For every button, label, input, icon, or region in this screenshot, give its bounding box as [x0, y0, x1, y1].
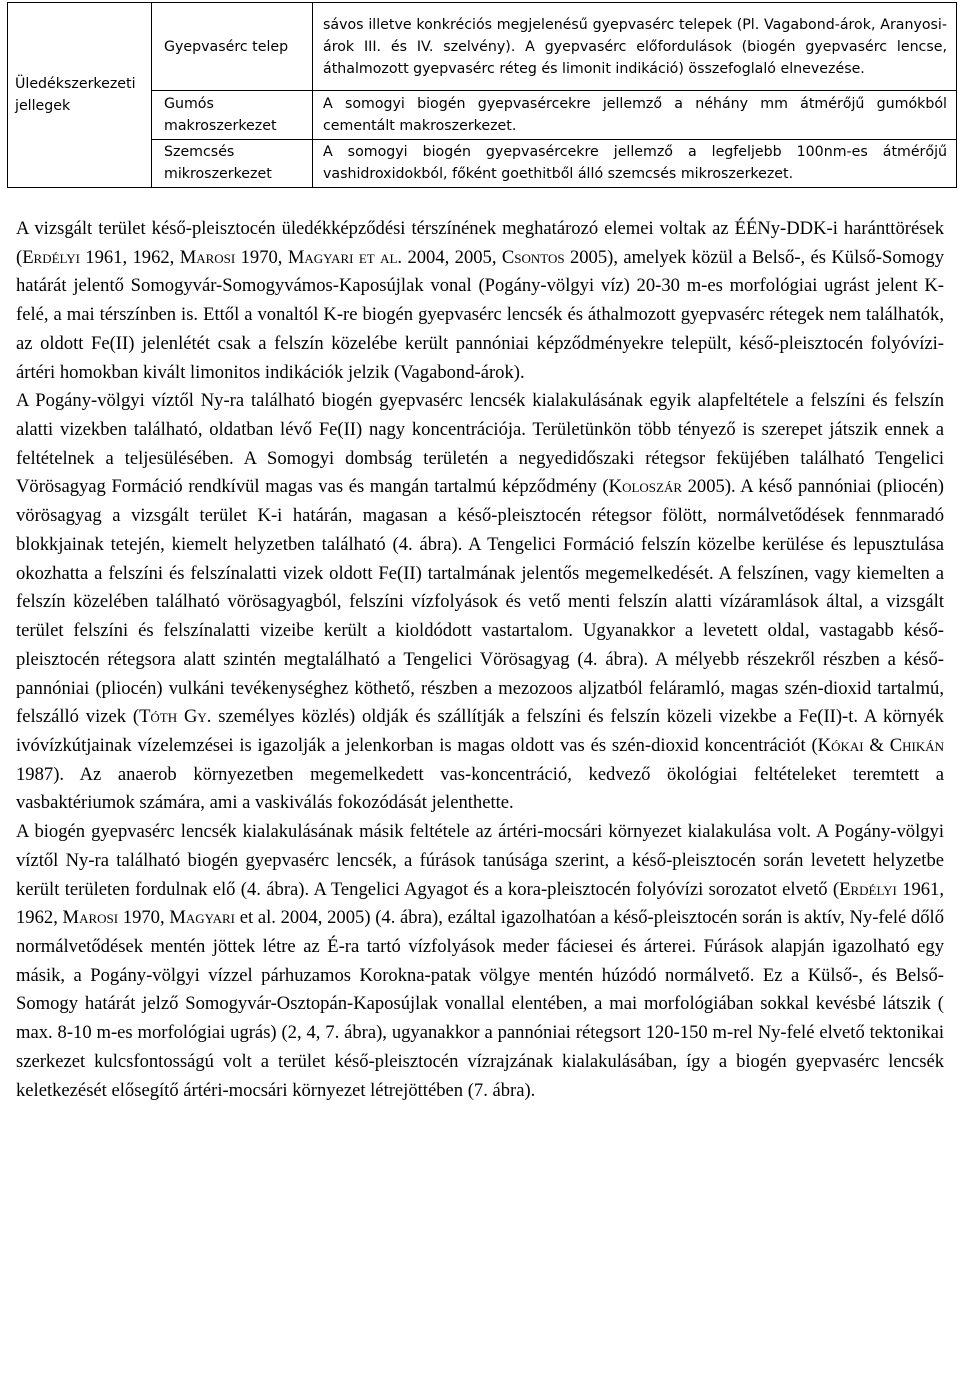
table-row-label: Szemcsés mikroszerkezet [152, 139, 313, 187]
table-row-description: A somogyi biogén gyepvasércekre jellemző a néhány mm átmérőjű gumókból cementált makroszerkezet. [313, 91, 957, 139]
text-run: 1970, [118, 907, 170, 929]
paragraph-2 [16, 387, 944, 818]
citation-author: Chikán [889, 734, 944, 756]
properties-table [7, 2, 957, 188]
table-row-label: Gumós makroszerkezet [152, 91, 313, 139]
paragraph-3 [16, 818, 944, 1105]
text-run: 2004, 2005, [402, 246, 502, 268]
text-run: személyes közlés) oldják és szállítják a felszíni és felszín közeli vizekbe a Fe(II)-t. A környék ivóvízkútjainak vízelemzései is igazolják a jelenkorban is magas oldott vas és szén-dioxid koncentrációt ( [16, 706, 944, 756]
table-row-label: Gyepvasérc telep [152, 3, 313, 91]
citation-author: Magyari [169, 907, 235, 929]
citation-etal: et al. [358, 246, 403, 268]
citation-author: Magyari [287, 246, 354, 268]
citation-author: Kókai [817, 734, 864, 756]
text-run: A vizsgált terület késő-pleisztocén üledékképződési térszínének meghatározó elemei voltak az ÉÉNy-DDK-i haránttörések ( [16, 218, 944, 268]
citation-author: Erdélyi [839, 878, 897, 900]
citation-author: Csontos [501, 246, 565, 268]
paragraph-1 [16, 215, 944, 387]
table-row-description: A somogyi biogén gyepvasércekre jellemző a legfeljebb 100nm-es átmérőjű vashidroxidokból, főként goethitből álló szemcsés mikroszerkezet. [313, 139, 957, 187]
citation-author: Koloszár [608, 476, 683, 498]
text-run: A biogén gyepvasérc lencsék kialakulásának másik feltétele az ártéri-mocsári környezet kialakulása volt. A Pogány-völgyi víztől Ny-ra található biogén gyepvasérc lencsék, a fúrások tanúsága szerint, a késő-pleisztocén során levetett helyzetbe került területen fordulnak elő (4. ábra). A Tengelici Agyagot és a kora-pleisztocén folyóvízi sorozatot elvető ( [16, 821, 944, 900]
text-run: 1961, 1962, [79, 246, 180, 268]
citation-author: Erdélyi [22, 246, 80, 268]
text-run: A Pogány-völgyi víztől Ny-ra található biogén gyepvasérc lencsék kialakulásának egyik alapfeltétele a felszíni és felszín alatti vizekben található, oldatban lévő Fe(II) nagy koncentrációja. Területünkön több tényező is szerepet játszik ennek a feltételnek a teljesülésében. A Somogyi dombság területén a negyedidőszaki rétegsor feküjében található Tengelici Vörösagyag Formáció rendkívül magas vas és mangán tartalmú képződmény ( [16, 390, 944, 498]
text-run: & [863, 734, 890, 756]
text-run: 1961, 1962, [16, 878, 944, 929]
citation-author: Marosi [179, 246, 236, 268]
citation-author: Tóth Gy. [139, 706, 212, 728]
category-cell: Üledékszerkezeti jellegek [8, 3, 152, 188]
table-row [8, 3, 957, 91]
text-run: 1970, [235, 246, 288, 268]
citation-author: Marosi [62, 907, 119, 929]
table-row-description: sávos illetve konkréciós megjelenésű gyepvasérc telepek (Pl. Vagabond-árok, Aranyosi-árok III. és IV. szelvény). A gyepvasérc előfordulások (biogén gyepvasérc lencse, áthalmozott gyepvasérc réteg és limonit indikáció) összefoglaló elnevezése. [313, 3, 957, 91]
text-run: 2005), amelyek közül a Belső-, és Külső-Somogy határát jelentő Somogyvár-Somogyvámos-Kaposújlak vonal (Pogány-völgyi víz) 20-30 m-es morfológiai ugrást jelent K-felé, a mai térszínben is. Ettől a vonaltól K-re biogén gyepvasérc lencsék és áthalmozott gyepvasérc rétegek nem találhatók, az oldott Fe(II) jelenlétét csak a felszín közelébe került pannóniai képződményekre települt, késő-pleisztocén folyóvízi-ártéri homokban kivált limonitos indikációk jelzik (Vagabond-árok). [16, 246, 944, 383]
text-run: 1987). Az anaerob környezetben megemelkedett vas-koncentráció, kedvező ökológiai feltételeket teremtett a vasbaktériumok számára, ami a vaskiválás fokozódását jelenthette. [16, 763, 944, 814]
text-run: 2005). A késő pannóniai (pliocén) vörösagyag a vizsgált terület K-i határán, magasan a késő-pleisztocén rétegsor fölött, normálvetődések fennmaradó blokkjainak tetején, kiemelt helyzetben található (4. ábra). A Tengelici Formáció felszín közelbe kerülése és lepusztulása okozhatta a felszíni és felszínalatti vizek oldott Fe(II) tartalmának jelentős megemelkedését. A felszínen, vagy kiemelten a felszín közelében található vörösagyagból, felszíni vízfolyások és vető menti felszín alatti vízáramlások által, a vizsgált terület felszíni és felszínalatti vizeibe került a kioldódott vastartalom. Ugyanakkor a levetett oldal, vastagabb késő-pleisztocén rétegsora alatt szintén megtalálható a Tengelici Vörösagyag (4. ábra). A mélyebb részekről részben a késő-pannóniai (pliocén) vulkáni tevékenységhez köthető, részben a mezozoos aljzatból feláramló, magas szén-dioxid tartalmú, felszálló vizek ( [16, 476, 944, 728]
text-run: et al. 2004, 2005) (4. ábra), ezáltal igazolhatóan a késő-pleisztocén során is aktív, Ny-felé dőlő normálvetődések mentén jöttek létre az É-ra tartó vízfolyások meder fáciesei és árterei. Fúrások alapján igazolható egy másik, a Pogány-völgyi vízzel párhuzamos Korokna-patak völgye mentén húzódó normálvető. Ez a Külső-, és Belső-Somogy határát jelző Somogyvár-Osztopán-Kaposújlak vonallal elentében, a mai morfológiában sokkal kevésbé látszik ( max. 8-10 m-es morfológiai ugrás) (2, 4, 7. ábra), ugyanakkor a pannóniai rétegsort 120-150 m-rel Ny-felé elvető tektonikai szerkezet kulcsfontosságú volt a terület késő-pleisztocén vízrajzának kialakulásában, így a biogén gyepvasérc lencsék keletkezését elősegítő ártéri-mocsári környezet létrejöttében (7. ábra). [16, 907, 945, 1101]
body-text [16, 215, 944, 1105]
